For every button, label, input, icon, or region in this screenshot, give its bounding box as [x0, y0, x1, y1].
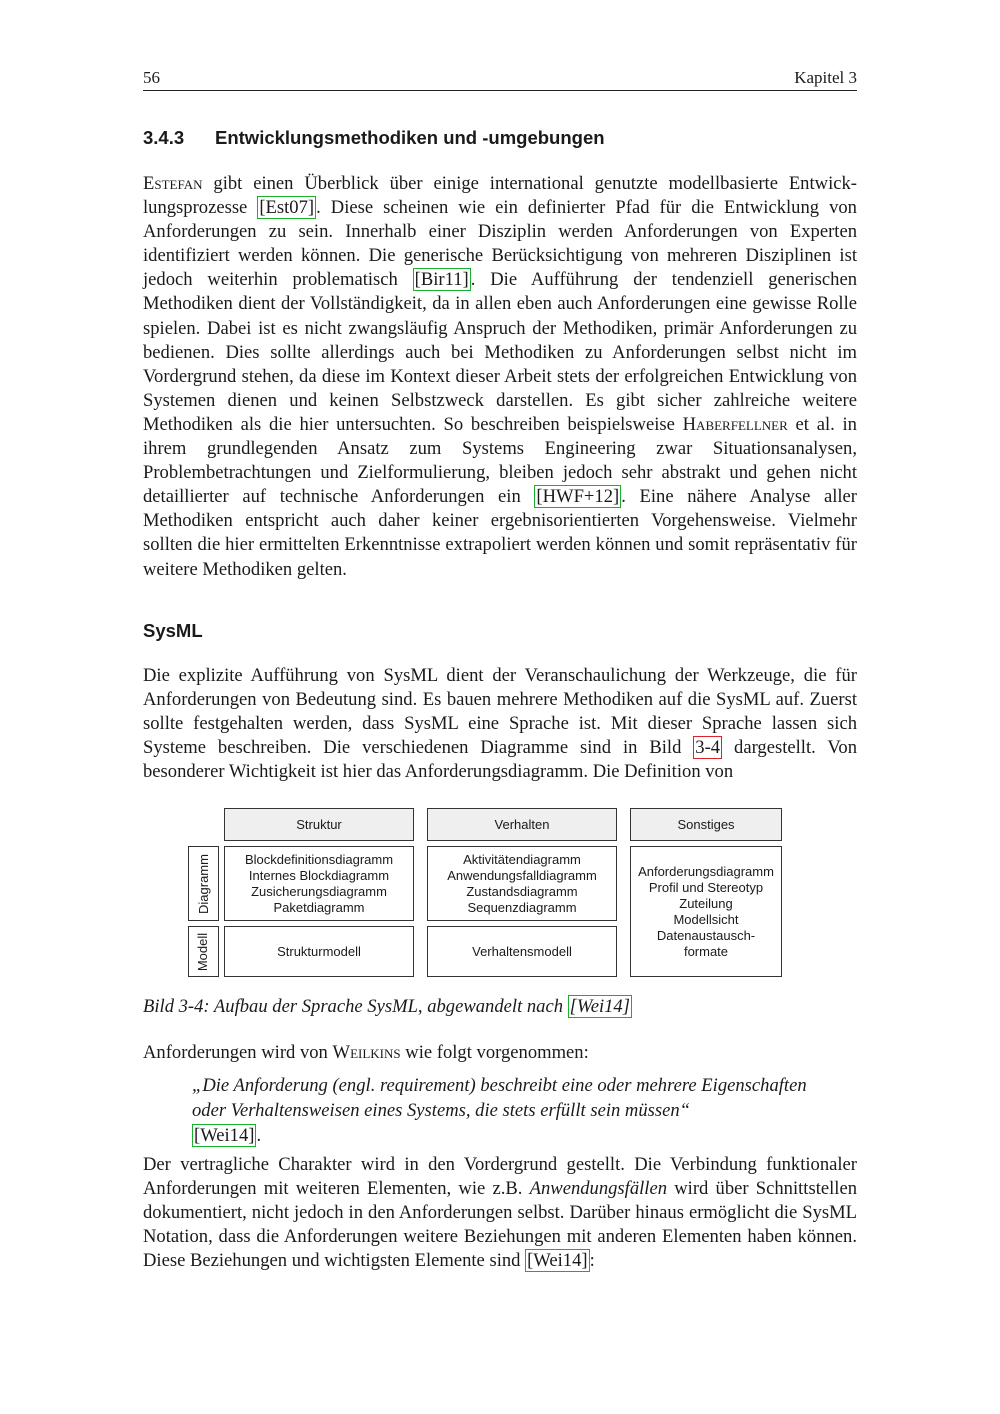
figure-reference-link[interactable]: 3-4	[695, 737, 721, 759]
diagram-name: Modellsicht	[673, 911, 739, 927]
caption-label: Bild 3-4	[143, 996, 204, 1017]
page-number: 56	[143, 68, 160, 87]
text-run: Anforderungen wird von	[143, 1042, 333, 1063]
section-heading	[143, 127, 857, 149]
text-run: Die explizite Aufführung von SysML dient der Veranschaulichung der Werkzeuge, die für Anforderungen von Bedeutung sind. Es bauen mehrere Methodiken auf die SysML auf. Zuerst sollte festgehalten werden, dass SysML eine Sprache ist. Mit dieser Sprache lassen sich Systeme beschreiben. Die verschiedenen Diagramme sind in Bild	[143, 665, 857, 759]
section-number: 3.4.3	[143, 127, 185, 148]
diagram-name: formate	[683, 943, 729, 959]
text-run: wie folgt vorgenommen:	[400, 1042, 589, 1063]
column-header-sonstiges: Sonstiges	[630, 808, 782, 841]
section-title: Entwicklungsmethodiken und -umgebungen	[215, 127, 605, 148]
row-label-modell: Modell	[195, 932, 211, 971]
row-label-modell-box	[188, 926, 219, 977]
text-run: dargestellt. Von besonderer Wichtigkeit ist hier das Anforderungsdiagramm. Die Definition von	[143, 737, 857, 783]
definition-quote	[192, 1073, 809, 1148]
paragraph-intro	[143, 172, 857, 582]
diagram-name: Blockdefinitionsdiagramm	[244, 851, 394, 867]
quote-text: „Die Anforderung (engl. requirement) beschreibt eine oder mehrere Eigenschaften oder Verhaltensweisen eines Systems, die stets erfüllt sein müssen“	[192, 1075, 807, 1121]
diagram-name: Aktivitätendiagramm	[463, 851, 581, 867]
page-header	[143, 66, 857, 91]
column-header-struktur: Struktur	[224, 808, 414, 841]
struktur-model-box: Strukturmodell	[224, 926, 414, 977]
diagram-name: Zustandsdiagramm	[466, 883, 578, 899]
citation-link[interactable]: [Bir11]	[414, 269, 469, 291]
verhalten-diagrams-box	[427, 846, 617, 921]
sonstiges-box	[630, 846, 782, 977]
row-label-diagramm: Diagramm	[195, 853, 211, 914]
diagram-name: Zuteilung	[679, 895, 733, 911]
diagram-name: Zusicherungsdiagramm	[251, 883, 387, 899]
paragraph-definition-intro	[143, 1041, 857, 1065]
row-label-diagramm-box	[188, 846, 219, 921]
citation-link[interactable]: [HWF+12]	[536, 486, 620, 508]
author-name: Weilkins	[332, 1042, 401, 1063]
diagram-name: Profil und Stereotyp	[648, 879, 764, 895]
text-run: et al. in ihrem grundlegenden Ansatz zum Systems Engineering zwar Situationsanalysen, Problembetrachtungen und Zielformulierung, bleiben jedoch sehr abstrakt und gehen nicht detaillierter auf technische Anforderungen ein	[143, 413, 857, 508]
text-run: gibt einen Überblick über einige international genutzte modellbasierte Entwicklungsprozesse	[143, 173, 857, 219]
diagram-name: Anforderungsdiagramm	[638, 863, 774, 879]
citation-link[interactable]: [Est07]	[259, 197, 315, 219]
author-name: Haberfellner	[682, 413, 788, 435]
text-run: Der vertragliche Charakter wird in den Vordergrund gestellt. Die Verbindung funktionaler Anforderungen mit weiteren Elementen, wie z.B.	[143, 1154, 857, 1200]
text-run: . Die Aufführung der tendenziell generischen Methodiken dient der Vollständigkeit, da in allen eben auch Anforderungen eine gewisse Rolle spielen. Dabei ist es nicht zwangsläufig Anspruch der Methodiken, primär Anforderungen zu bedienen. Dies sollte allerdings auch bei Methodiken zu Anforderungen selbst nicht im Vordergrund stehen, da diese im Kontext dieser Arbeit stets der erfolgreichen Entwicklung von Systemen dienen und keinen Selbstzweck darstellen. Es gibt sicher zahlreiche weitere Methodiken als die hier untersuchten. So beschreiben beispielsweise	[143, 269, 857, 435]
diagram-name: Datenaustausch-	[656, 927, 756, 943]
text-run: wird über Schnittstellen dokumentiert, nicht jedoch in den Anforderungen selbst. Darüber hinaus ermöglicht die SysML Notation, dass die Anforderungen weitere Beziehungen mit anderen Elementen haben können. Diese Beziehungen und wichtigsten Elemente sind	[143, 1178, 858, 1272]
chapter-label: Kapitel 3	[794, 68, 857, 87]
text-run: .	[256, 1125, 262, 1146]
citation-link[interactable]: [Wei14]	[194, 1125, 255, 1146]
text-run: . Eine nähere Analyse aller Methodiken entspricht auch daher keiner ergebnisorientierten Vorgehensweise. Vielmehr sollten die hier ermittelten Erkenntnisse extrapoliert werden können und somit repräsentativ für weitere Methodiken gelten.	[143, 486, 858, 580]
text-run: . Diese scheinen wie ein definierter Pfad für die Entwicklung von Anforderungen zu sein. Innerhalb einer Disziplin werden Anforderungen von Experten identifiziert werden können. Die generische Berücksichtigung von mehreren Disziplinen ist jedoch weiterhin problematisch	[143, 197, 857, 291]
emphasis-term: Anwendungsfällen	[529, 1178, 668, 1200]
citation-link[interactable]: [Wei14]	[569, 996, 630, 1017]
paragraph-contract	[143, 1153, 857, 1273]
subsection-heading: SysML	[143, 620, 203, 641]
text-run: :	[589, 1250, 595, 1272]
citation-link[interactable]: [Wei14]	[527, 1250, 588, 1272]
diagram-name: Paketdiagramm	[273, 899, 365, 915]
author-name: Estefan	[143, 173, 203, 194]
diagram-name: Anwendungsfalldiagramm	[447, 867, 597, 883]
diagram-name: Internes Blockdiagramm	[248, 867, 390, 883]
paragraph-sysml	[143, 664, 857, 784]
diagram-name: Sequenzdiagramm	[467, 899, 577, 915]
column-header-verhalten: Verhalten	[427, 808, 617, 841]
verhalten-model-box: Verhaltensmodell	[427, 926, 617, 977]
caption-text: : Aufbau der Sprache SysML, abgewandelt nach	[203, 996, 568, 1017]
figure-caption	[143, 996, 632, 1018]
struktur-diagrams-box	[224, 846, 414, 921]
